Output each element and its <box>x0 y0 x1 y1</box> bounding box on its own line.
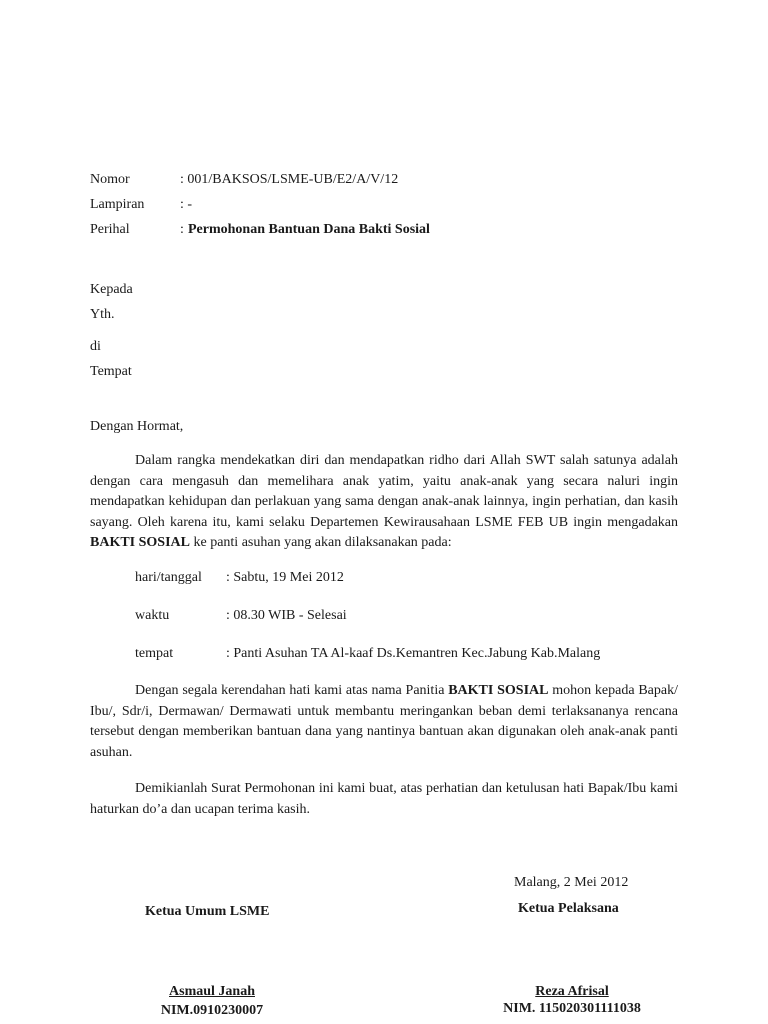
signature-left-nim: NIM.0910230007 <box>160 1003 264 1018</box>
paragraph-2-text-end: mohon kepada Bapak/ Ibu/, Sdr/i, Dermawan/ Dermawati untuk membantu meringankan beban demi terlaksananya rencana tersebut dengan memberikan bantuan dana yang nantinya bantuan akan digunakan oleh anak-anak panti asuhan. <box>90 683 679 760</box>
perihal-label: Perihal <box>90 222 130 237</box>
event-time-label: waktu <box>135 608 170 623</box>
perihal-colon: : <box>180 222 184 237</box>
lampiran-value: : - <box>180 197 193 212</box>
signature-right-name: Reza Afrisal <box>535 984 609 999</box>
paragraph-1-text-start: Dalam rangka mendekatkan diri dan mendapatkan ridho dari Allah SWT salah satunya adalah dengan cara mengasuh dan memelihara anak yatim, yaitu anak-anak yang secara naluri ingin mendapatkan kehidupan dan perlakuan yang sama dengan anak-anak lainnya, ingin perhatian, dan kasih sayang. Oleh karena itu, kami selaku Departemen Kewirausahaan LSME FEB UB ingin mengadakan <box>90 453 678 530</box>
event-place-value: : Panti Asuhan TA Al-kaaf Ds.Kemantren Kec.Jabung Kab.Malang <box>226 646 601 661</box>
body-paragraph-1 <box>90 451 678 554</box>
recipient-di: di <box>90 339 101 354</box>
event-date-value: : Sabtu, 19 Mei 2012 <box>226 570 344 585</box>
event-time-value: : 08.30 WIB - Selesai <box>226 608 347 623</box>
recipient-yth: Yth. <box>90 307 115 322</box>
signature-right-name-wrap <box>472 983 672 1001</box>
signature-left-title: Ketua Umum LSME <box>145 904 270 919</box>
perihal-value: Permohonan Bantuan Dana Bakti Sosial <box>188 222 430 237</box>
signature-left-name: Asmaul Janah <box>169 984 255 999</box>
paragraph-1-text-end: ke panti asuhan yang akan dilaksanakan pada: <box>189 535 452 550</box>
nomor-label: Nomor <box>90 172 130 187</box>
paragraph-1-bold: BAKTI SOSIAL <box>90 535 190 550</box>
signature-left-name-wrap <box>112 983 312 1001</box>
signature-right-title: Ketua Pelaksana <box>518 901 619 916</box>
greeting: Dengan Hormat, <box>90 419 184 434</box>
body-paragraph-3: Demikianlah Surat Permohonan ini kami buat, atas perhatian dan ketulusan hati Bapak/Ibu kami haturkan do’a dan ucapan terima kasih. <box>90 781 678 817</box>
place-date: Malang, 2 Mei 2012 <box>514 875 629 890</box>
lampiran-label: Lampiran <box>90 197 145 212</box>
recipient-tempat: Tempat <box>90 364 132 379</box>
event-place-label: tempat <box>135 646 174 661</box>
paragraph-2-bold: BAKTI SOSIAL <box>448 683 549 698</box>
recipient-kepada: Kepada <box>90 282 133 297</box>
body-paragraph-2 <box>90 681 678 763</box>
event-date-label: hari/tanggal <box>135 570 202 585</box>
signature-right-nim: NIM. 115020301111038 <box>503 1001 641 1016</box>
paragraph-2-text-start: Dengan segala kerendahan hati kami atas nama Panitia <box>135 683 449 698</box>
nomor-value: : 001/BAKSOS/LSME-UB/E2/A/V/12 <box>180 172 399 187</box>
